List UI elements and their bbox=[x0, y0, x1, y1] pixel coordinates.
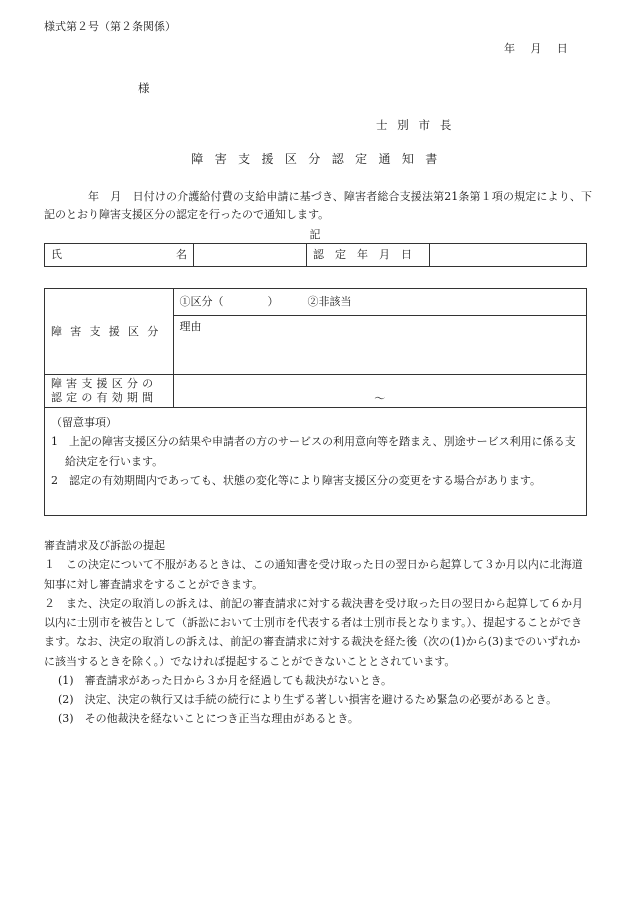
cert-date-value-cell bbox=[430, 244, 587, 267]
reason-cell bbox=[173, 316, 587, 375]
issuer-name: 士別市長 bbox=[376, 118, 462, 132]
addressee-suffix: 様 bbox=[138, 81, 150, 95]
classification-label: 障害支援区分 bbox=[51, 324, 167, 338]
appeal-paragraph-2: ２ また、決定の取消しの訴えは、前記の審査請求に対する裁決書を受け取った日の翌日から起算して６か月以内に士別市を被告として（訴訟において士別市を代表する者は士別市長となります。）、提起することができます。なお、決定の取消しの訴えは、前記の審査請求に対する裁決を経た後（次の(1)から(3)までのいずれかに該当するときを除く。）でなければ提起することができないこととされています。 bbox=[44, 596, 583, 668]
appeal-section bbox=[44, 536, 589, 729]
form-number: 様式第２号（第２条関係） bbox=[44, 20, 176, 33]
option-kubun: ①区分（ ） bbox=[179, 295, 279, 309]
appeal-item-1: (1) 審査請求があった日から３か月を経過しても裁決がないとき。 bbox=[58, 673, 393, 687]
appeal-item-2: (2) 決定、決定の執行又は手続の続行により生ずる著しい損害を避けるため緊急の必要があるとき。 bbox=[58, 693, 558, 706]
classification-options-cell bbox=[173, 289, 587, 316]
notes-cell bbox=[45, 408, 587, 516]
ki-label: 記 bbox=[309, 228, 321, 241]
cert-date-label-cell: 認 定 年 月 日 bbox=[307, 244, 430, 267]
validity-period-cell bbox=[173, 375, 587, 408]
name-label-2: 名 bbox=[176, 248, 187, 262]
notes-heading: （留意事項） bbox=[51, 416, 117, 429]
name-table bbox=[44, 243, 587, 267]
option-hitokaito: ②非該当 bbox=[307, 295, 352, 309]
reason-label: 理由 bbox=[179, 320, 202, 333]
intro-paragraph: 年 月 日付けの介護給付費の支給申請に基づき、障害者総合支援法第21条第１項の規定により、下記のとおり障害支援区分の認定を行ったので通知します。 bbox=[44, 190, 592, 221]
notes-item: 2 認定の有効期間内であっても、状態の変化等により障害支援区分の変更をする場合があります。 bbox=[51, 473, 542, 487]
name-value-cell bbox=[194, 244, 307, 267]
issue-date: 年 月 日 bbox=[504, 42, 570, 55]
validity-label-cell bbox=[45, 375, 174, 408]
classification-label-cell bbox=[45, 289, 174, 375]
appeal-item-3: (3) その他裁決を経ないことにつき正当な理由があるとき。 bbox=[58, 712, 359, 726]
name-label-1: 氏 bbox=[51, 248, 62, 262]
appeal-heading: 審査請求及び訴訟の提起 bbox=[44, 539, 165, 552]
validity-tilde: ～ bbox=[374, 392, 386, 406]
notes-item: 1 上記の障害支援区分の結果や申請者の方のサービスの利用意向等を踏まえ、別途サービス利用に係る支給決定を行います。 bbox=[51, 435, 576, 468]
validity-label-2: 認定の有効期間 bbox=[51, 391, 158, 404]
document-title: 障害支援区分認定通知書 bbox=[191, 152, 449, 166]
validity-label-1: 障害支援区分の bbox=[51, 377, 158, 391]
appeal-paragraph-1: １ この決定について不服があるときは、この通知書を受け取った日の翌日から起算して３か月以内に北海道知事に対し審査請求をすることができます。 bbox=[44, 558, 583, 591]
name-label-cell bbox=[45, 244, 194, 267]
classification-table bbox=[44, 288, 587, 516]
